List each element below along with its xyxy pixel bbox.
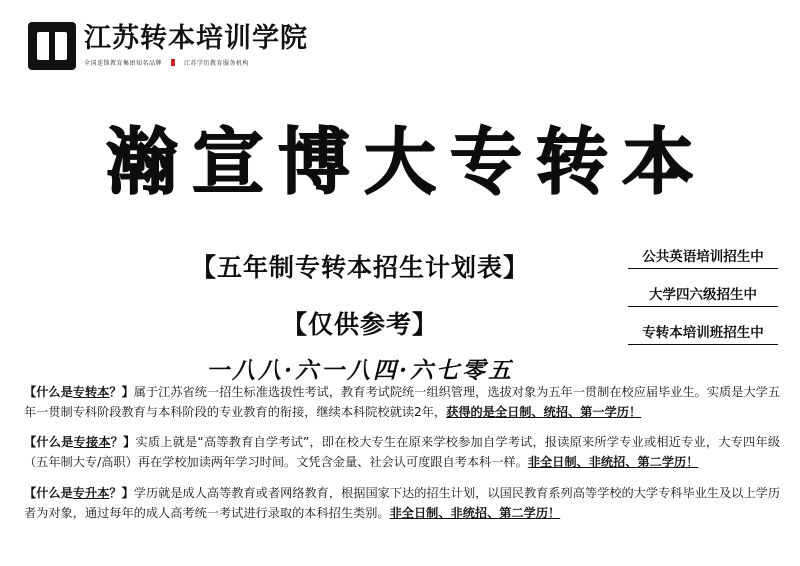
book-logo-icon [28, 22, 76, 70]
paragraph-emphasis-1: 获得的是全日制、统招、第一学历！ [446, 405, 642, 420]
question-suffix-3: ？】 [109, 485, 134, 500]
paragraph-emphasis-2: 非全日制、非统招、第二学历！ [527, 455, 699, 470]
brand-text-block [84, 25, 308, 66]
question-suffix-2: ？】 [110, 435, 136, 450]
question-key-2: 专接本 [73, 435, 111, 450]
question-suffix-1: ？】 [109, 385, 134, 399]
plan-title: 【五年制专转本招生计划表】 [190, 253, 529, 282]
explanation-section [24, 382, 780, 533]
question-key-1: 专转本 [72, 385, 110, 399]
brand-subtitle-left: 全国连锁教育集团知名品牌 [84, 59, 163, 67]
paragraph-zhuanshengben [24, 483, 780, 523]
notice-item-zhuanbenban[interactable]: 专转本培训班招生中 [628, 321, 778, 345]
paragraph-emphasis-3: 非全日制、非统招、第二学历！ [389, 505, 561, 520]
brand-logo [28, 22, 308, 70]
notice-item-cet[interactable]: 大学四六级招生中 [628, 283, 778, 307]
brand-subtitle-right: 江苏学历教育服务机构 [184, 59, 250, 67]
paragraph-body-1: 属于江苏省统一招生标准选拔性考试，教育考试院统一组织管理，选拔对象为五年一贯制在校应届毕业生。实质是大学五年一贯制专科阶段教育与本科阶段的专业教育的衔接，继续本科院校就读2年， [24, 385, 781, 420]
question-prefix-3: 【什么是 [24, 485, 73, 500]
question-prefix-2: 【什么是 [24, 435, 74, 450]
notice-item-english[interactable]: 公共英语培训招生中 [628, 245, 778, 269]
question-key-3: 专升本 [72, 485, 110, 500]
reference-only-title: 【仅供参考】 [281, 310, 438, 339]
paragraph-zhuanjieben [24, 432, 780, 472]
main-headline: 瀚宣博大专转本 [105, 120, 708, 204]
paragraph-zhuanbenn [24, 382, 780, 422]
notice-list [628, 245, 778, 359]
phone-number: 一八八·六一八四·六七零五 [205, 357, 514, 384]
brand-subtitle-row [84, 58, 308, 67]
paragraph-body-2: 实质上就是“高等教育自学考试”，即在校大专生在原来学校参加自学考试，报读原来所学专业或相近专业，大专四年级（五年制大专/高职）再在学校加读两年学习时间。文凭含金量、社会认可度跟自考本科一样。 [24, 435, 781, 470]
paragraph-body-3: 学历就是成人高等教育或者网络教育，根据国家下达的招生计划，以国民教育系列高等学校的大学专科毕业生及以上学历者为对象，通过每年的成人高考统一考试进行录取的本科招生类别。 [24, 485, 781, 520]
separator-bar [171, 59, 175, 66]
brand-title: 江苏转本培训学院 [84, 23, 308, 55]
question-prefix-1: 【什么是 [24, 385, 73, 399]
